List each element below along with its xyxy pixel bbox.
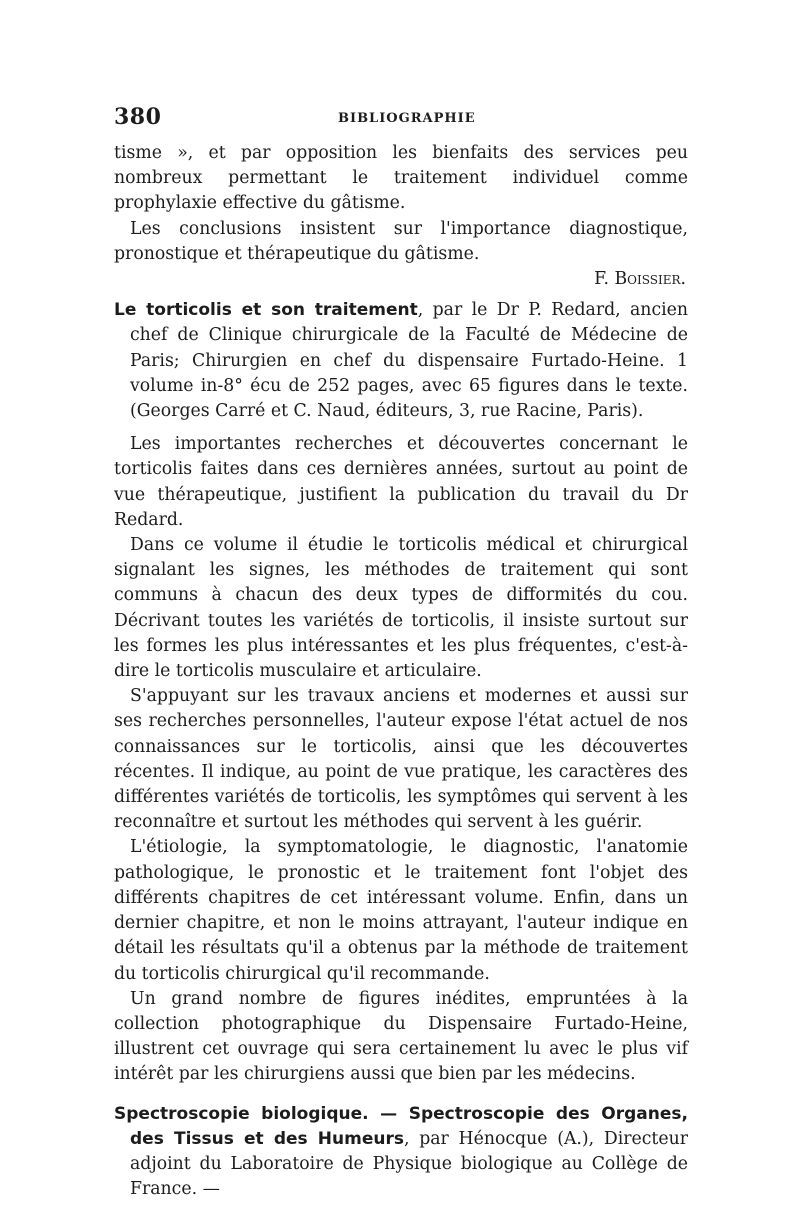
bibliography-entry-torticolis xyxy=(114,298,688,424)
page-header xyxy=(114,104,688,130)
review-paragraph: Les importantes recherches et découvertes concernant le torticolis faites dans ces dernières années, surtout au point de vue thérapeutique, justifient la publication du travail du Dr Redard. xyxy=(114,434,688,530)
spacer xyxy=(114,1088,688,1096)
entry-citation: , par le Dr P. Redard, ancien chef de Clinique chirurgicale de la Faculté de Médecine de Paris; Chirurgien en chef du dispensaire Furtado-Heine. 1 volume in-8° écu de 252 pages, avec 65 figures dans le texte. (Georges Carré et C. Naud, éditeurs, 3, rue Racine, Paris). xyxy=(130,300,689,422)
entry-citation: , par Hénocque (A.), Directeur adjoint du Laboratoire de Physique biologique au Collège de France. — xyxy=(130,1128,688,1200)
page-number: 380 xyxy=(114,104,162,130)
review-paragraph: S'appuyant sur les travaux anciens et modernes et aussi sur ses recherches personnelles, l'auteur expose l'état actuel de nos connaissances sur le torticolis, ainsi que les découvertes récentes. Il indique, au point de vue pratique, les caractères des différentes variétés de torticolis, les symptômes qui servent à les reconnaître et surtout les méthodes qui servent à les guérir. xyxy=(114,686,688,833)
review-paragraph: Un grand nombre de figures inédites, empruntées à la collection photographique du Dispensaire Furtado-Heine, illustrent cet ouvrage qui sera certainement lu avec le plus vif intérêt par les chirurgiens aussi que bien par les médecins. xyxy=(114,988,688,1085)
running-head: BIBLIOGRAPHIE xyxy=(338,111,476,126)
review-paragraph: Dans ce volume il étudie le torticolis médical et chirurgical signalant les signes, les méthodes de traitement qui sont communs à chacun des deux types de difformités du cou. Décrivant toutes les variétés de torticolis, il insiste surtout sur les formes les plus intéressantes et les plus fréquentes, c'est-à-dire le torticolis musculaire et articulaire. xyxy=(114,535,688,682)
page-body xyxy=(114,141,688,1202)
entry-title: Le torticolis et son traitement xyxy=(114,300,418,321)
bibliography-entry-spectroscopie xyxy=(114,1102,688,1203)
review-signature: F. Boissier. xyxy=(594,269,686,290)
spacer xyxy=(114,424,688,432)
entry-title: Spectroscopie biologique. — Spectroscopie des Organes, des Tissus et des Humeurs xyxy=(114,1103,688,1149)
continuation-paragraph: tisme », et par opposition les bienfaits des services peu nombreux permettant le traitement individuel comme prophylaxie effective du gâtisme. xyxy=(114,143,688,214)
review-paragraph: L'étiologie, la symptomatologie, le diagnostic, l'anatomie pathologique, le pronostic et le traitement font l'objet des différents chapitres de cet intéressant volume. Enfin, dans un dernier chapitre, et non le moins attrayant, l'auteur indique en détail les résultats qu'il a obtenus par la méthode de traitement du torticolis chirurgical qu'il recommande. xyxy=(114,837,688,984)
conclusion-paragraph: Les conclusions insistent sur l'importance diagnostique, pronostique et thérapeutique du gâtisme. xyxy=(114,218,688,264)
